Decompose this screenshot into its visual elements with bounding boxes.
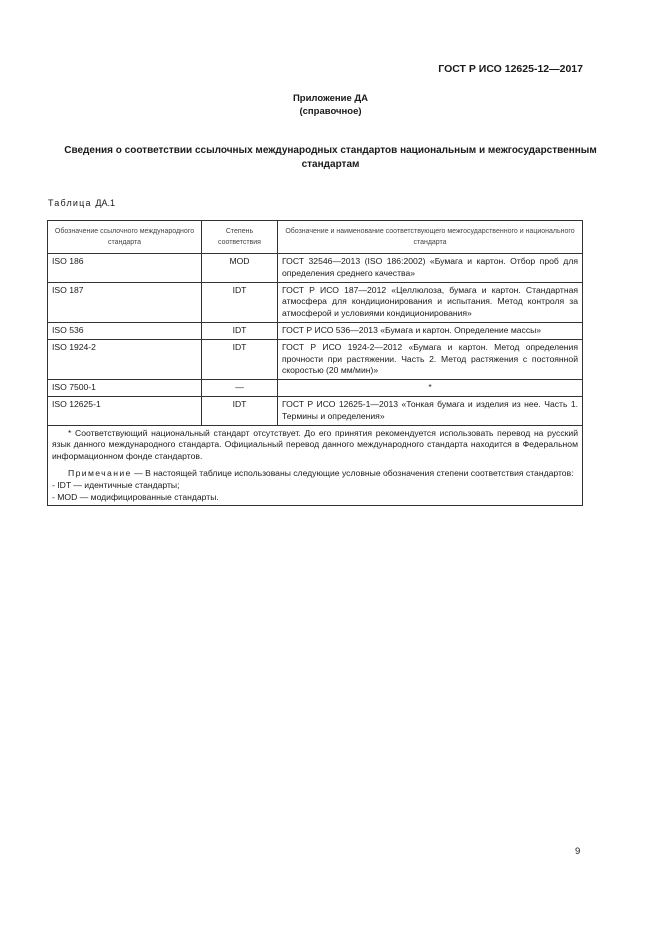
cell-standard: ISO 12625-1 [48, 396, 202, 425]
cell-degree: IDT [202, 396, 278, 425]
table-row [48, 254, 583, 283]
table-label [48, 198, 115, 208]
column-header-degree: Степень соответствия [202, 221, 278, 254]
table-row [48, 322, 583, 339]
correspondence-table [47, 220, 583, 506]
table-header-row [48, 221, 583, 254]
table-row [48, 380, 583, 397]
note-item: - IDT — идентичные стандарты; [52, 479, 180, 490]
cell-national: * [278, 380, 583, 397]
cell-degree: IDT [202, 339, 278, 379]
cell-standard: ISO 187 [48, 282, 202, 322]
table-row [48, 282, 583, 322]
cell-standard: ISO 536 [48, 322, 202, 339]
footnote: * Соответствующий национальный стандарт отсутствует. До его принятия рекомендуется использовать перевод на русский язык данного международного стандарта. Официальный перевод данного международного стандарта находится в Федеральном информационном фонде стандартов. [52, 427, 578, 462]
appendix-subtitle: (справочное) [299, 106, 362, 117]
cell-degree: MOD [202, 254, 278, 283]
table-row [48, 339, 583, 379]
column-header-standard: Обозначение ссылочного международного стандарта [48, 221, 202, 254]
table-row [48, 396, 583, 425]
cell-degree: — [202, 380, 278, 397]
note [52, 468, 578, 480]
table-notes-row [48, 425, 583, 506]
cell-national: ГОСТ Р ИСО 187—2012 «Целлюлоза, бумага и картон. Стандартная атмосфера для кондиционирования и испытания. Метод контроля за атмосферой и условиями кондиционирования» [278, 282, 583, 322]
cell-degree: IDT [202, 282, 278, 322]
cell-national: ГОСТ Р ИСО 1924-2—2012 «Бумага и картон. Метод определения прочности при растяжении. Часть 2. Метод растяжения с постоянной скоростью (20 мм/мин)» [278, 339, 583, 379]
cell-standard: ISO 1924-2 [48, 339, 202, 379]
column-header-national: Обозначение и наименование соответствующего межгосударственного и национального стандарта [278, 221, 583, 254]
cell-national: ГОСТ Р ИСО 12625-1—2013 «Тонкая бумага и изделия из нее. Часть 1. Термины и определения» [278, 396, 583, 425]
cell-standard: ISO 186 [48, 254, 202, 283]
section-heading: Сведения о соответствии ссылочных международных стандартов национальным и межгосударственным стандартам [64, 145, 597, 170]
appendix-title: Приложение ДА [292, 93, 369, 104]
document-code: ГОСТ Р ИСО 12625-12—2017 [438, 63, 583, 75]
cell-national: ГОСТ 32546—2013 (ISO 186:2002) «Бумага и картон. Отбор проб для определения среднего качества» [278, 254, 583, 283]
table-notes [48, 425, 583, 506]
note-label: Примечание [68, 467, 132, 478]
cell-national: ГОСТ Р ИСО 536—2013 «Бумага и картон. Определение массы» [278, 322, 583, 339]
cell-standard: ISO 7500-1 [48, 380, 202, 397]
note-text: — В настоящей таблице использованы следующие условные обозначения степени соответствия стандартов: [134, 467, 574, 478]
page-number: 9 [575, 846, 581, 857]
cell-degree: IDT [202, 322, 278, 339]
table-label-word: Таблица [48, 198, 92, 208]
note-item: - MOD — модифицированные стандарты. [52, 491, 219, 502]
table-label-number: ДА.1 [95, 198, 116, 208]
